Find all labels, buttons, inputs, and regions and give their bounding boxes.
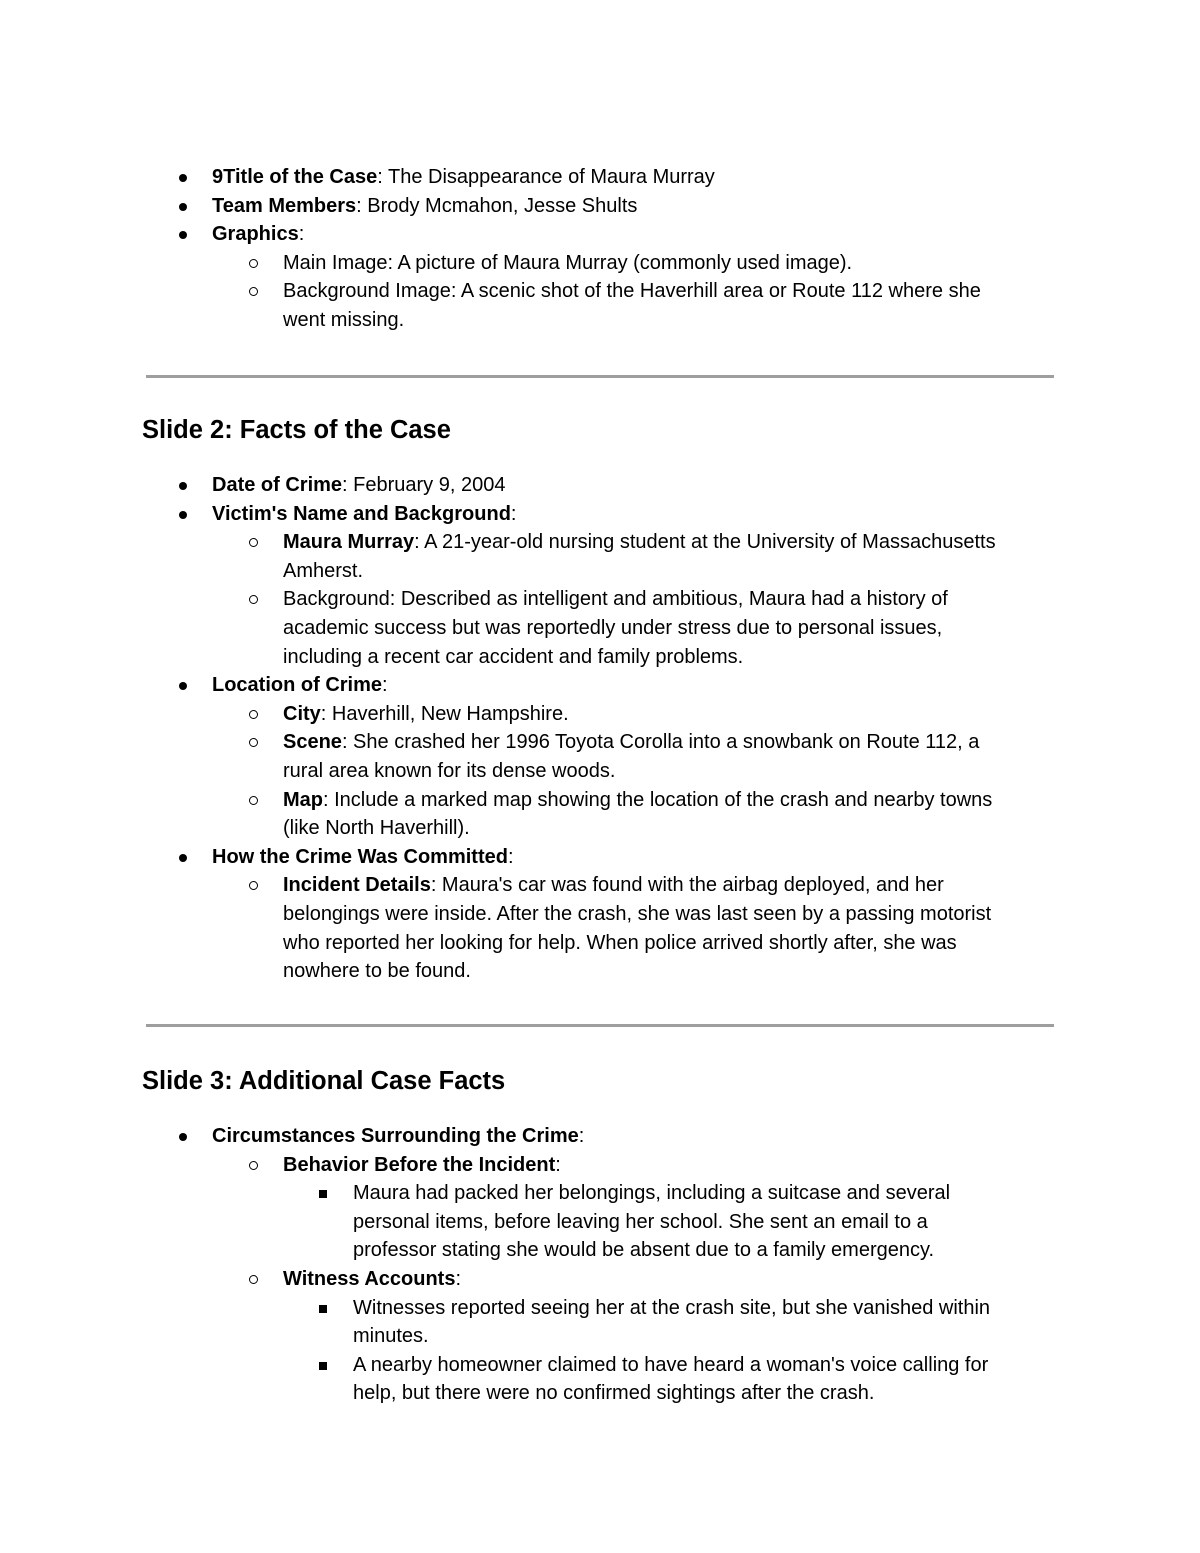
item-text: help, but there were no confirmed sightings after the crash. bbox=[353, 1382, 875, 1405]
item-label: Map bbox=[283, 788, 323, 811]
bullet-dot-icon bbox=[179, 174, 187, 182]
bullet-dot-icon bbox=[179, 511, 187, 519]
item-label: Date of Crime bbox=[212, 474, 343, 496]
list-item-circumstances bbox=[0, 1122, 1200, 1151]
list-subsubitem-behavior-detail bbox=[0, 1179, 1200, 1208]
item-text: who reported her looking for help. When police arrived shortly after, she was bbox=[283, 931, 957, 954]
list-subitem-scene bbox=[0, 728, 1200, 757]
bullet-square-icon bbox=[319, 1305, 327, 1313]
list-subitem-background-image bbox=[0, 277, 1200, 306]
list-subitem-continuation bbox=[0, 557, 1200, 586]
item-text: : The Disappearance of Maura Murray bbox=[377, 166, 715, 188]
list-item-location bbox=[0, 671, 1200, 700]
list-subitem-continuation bbox=[0, 643, 1200, 672]
bullet-dot-icon bbox=[179, 482, 187, 490]
item-label: Incident Details bbox=[283, 874, 431, 897]
bullet-circle-icon bbox=[249, 738, 258, 747]
item-label: Scene bbox=[283, 731, 342, 754]
item-label: Maura Murray bbox=[283, 531, 415, 554]
list-subitem-name bbox=[0, 528, 1200, 557]
list-subsubitem-continuation bbox=[0, 1236, 1200, 1265]
item-text: : A 21-year-old nursing student at the University of Massachusetts bbox=[414, 531, 996, 554]
item-text: Background Image: A scenic shot of the Haverhill area or Route 112 where she bbox=[283, 280, 981, 303]
item-label: Circumstances Surrounding the Crime bbox=[212, 1125, 579, 1147]
slide3-heading: Slide 3: Additional Case Facts bbox=[142, 1067, 506, 1095]
bullet-circle-icon bbox=[249, 595, 258, 604]
item-text: : bbox=[510, 502, 517, 525]
list-item-victim bbox=[0, 500, 1200, 529]
slide2-heading: Slide 2: Facts of the Case bbox=[142, 416, 451, 444]
item-text: went missing. bbox=[283, 308, 405, 331]
bullet-dot-icon bbox=[179, 854, 187, 862]
item-text: professor stating she would be absent due to a family emergency. bbox=[353, 1239, 935, 1262]
item-text: academic success but was reportedly under stress due to personal issues, bbox=[283, 616, 943, 639]
list-subitem-witness bbox=[0, 1265, 1200, 1294]
bullet-circle-icon bbox=[249, 538, 258, 547]
bullet-circle-icon bbox=[249, 796, 258, 805]
list-subitem-behavior bbox=[0, 1151, 1200, 1180]
item-text: rural area known for its dense woods. bbox=[283, 759, 616, 782]
list-subitem-continuation bbox=[0, 757, 1200, 786]
item-label: Victim's Name and Background bbox=[212, 502, 511, 525]
list-item-how bbox=[0, 843, 1200, 872]
bullet-circle-icon bbox=[249, 1161, 258, 1170]
list-subitem-background bbox=[0, 585, 1200, 614]
list-subitem-continuation bbox=[0, 306, 1200, 335]
bullet-circle-icon bbox=[249, 881, 258, 890]
list-subsubitem-witness-2 bbox=[0, 1351, 1200, 1380]
list-subsubitem-continuation bbox=[0, 1322, 1200, 1351]
bullet-circle-icon bbox=[249, 710, 258, 719]
slide1-list bbox=[0, 163, 1200, 335]
item-text: : bbox=[298, 223, 305, 246]
bullet-dot-icon bbox=[179, 682, 187, 690]
item-label: Witness Accounts bbox=[283, 1267, 456, 1290]
list-item-team bbox=[0, 192, 1200, 221]
list-subitem-continuation bbox=[0, 614, 1200, 643]
list-item-date bbox=[0, 471, 1200, 500]
item-label: Location of Crime bbox=[212, 674, 383, 697]
item-text: including a recent car accident and family problems. bbox=[283, 645, 744, 668]
bullet-dot-icon bbox=[179, 203, 187, 211]
list-subitem-main-image bbox=[0, 249, 1200, 278]
item-text: : bbox=[382, 674, 388, 697]
list-subsubitem-witness-1 bbox=[0, 1294, 1200, 1323]
item-text: minutes. bbox=[353, 1325, 429, 1348]
slide3-list bbox=[0, 1122, 1200, 1408]
item-text: : bbox=[555, 1153, 561, 1176]
list-item-graphics bbox=[0, 220, 1200, 249]
item-label: 9Title of the Case bbox=[212, 166, 378, 188]
list-subitem-continuation bbox=[0, 957, 1200, 986]
item-label: How the Crime Was Committed bbox=[212, 845, 508, 868]
item-text: Main Image: A picture of Maura Murray (commonly used image). bbox=[283, 251, 853, 274]
item-text: belongings were inside. After the crash, she was last seen by a passing motorist bbox=[283, 902, 992, 925]
item-label: Team Members bbox=[212, 194, 357, 217]
bullet-circle-icon bbox=[249, 287, 258, 296]
list-subsubitem-continuation bbox=[0, 1379, 1200, 1408]
item-text: A nearby homeowner claimed to have heard a woman's voice calling for bbox=[353, 1353, 989, 1376]
bullet-square-icon bbox=[319, 1190, 327, 1198]
list-subitem-continuation bbox=[0, 900, 1200, 929]
item-text: Background: Described as intelligent and ambitious, Maura had a history of bbox=[283, 588, 948, 611]
item-label: Behavior Before the Incident bbox=[283, 1153, 556, 1176]
item-text: : bbox=[455, 1267, 462, 1290]
bullet-dot-icon bbox=[179, 1133, 187, 1141]
item-text: Maura had packed her belongings, including a suitcase and several bbox=[353, 1182, 951, 1205]
item-text: : Maura's car was found with the airbag deployed, and her bbox=[430, 874, 944, 897]
bullet-square-icon bbox=[319, 1362, 327, 1370]
list-subitem-continuation bbox=[0, 814, 1200, 843]
item-text: : bbox=[578, 1125, 585, 1147]
bullet-circle-icon bbox=[249, 259, 258, 268]
item-text: Amherst. bbox=[283, 559, 364, 582]
item-text: nowhere to be found. bbox=[283, 960, 471, 983]
list-subitem-city bbox=[0, 700, 1200, 729]
item-text: : Haverhill, New Hampshire. bbox=[320, 702, 569, 725]
item-text: Witnesses reported seeing her at the crash site, but she vanished within bbox=[353, 1296, 991, 1319]
list-subitem-incident-details bbox=[0, 871, 1200, 900]
horizontal-divider bbox=[146, 1024, 1054, 1027]
list-subsubitem-continuation bbox=[0, 1208, 1200, 1237]
item-label: City bbox=[283, 702, 321, 725]
item-text: (like North Haverhill). bbox=[283, 817, 470, 840]
item-text: personal items, before leaving her school. She sent an email to a bbox=[353, 1210, 928, 1233]
list-subitem-continuation bbox=[0, 929, 1200, 958]
list-item-title bbox=[0, 163, 1200, 192]
item-text: : She crashed her 1996 Toyota Corolla into a snowbank on Route 112, a bbox=[341, 731, 980, 754]
item-text: : Brody Mcmahon, Jesse Shults bbox=[356, 194, 638, 217]
list-subitem-map bbox=[0, 786, 1200, 815]
item-text: : Include a marked map showing the location of the crash and nearby towns bbox=[323, 788, 993, 811]
item-text: : bbox=[507, 845, 514, 868]
bullet-circle-icon bbox=[249, 1275, 258, 1284]
item-text: : February 9, 2004 bbox=[342, 474, 506, 496]
slide2-list bbox=[0, 471, 1200, 986]
bullet-dot-icon bbox=[179, 231, 187, 239]
item-label: Graphics bbox=[212, 223, 299, 246]
horizontal-divider bbox=[146, 375, 1054, 378]
